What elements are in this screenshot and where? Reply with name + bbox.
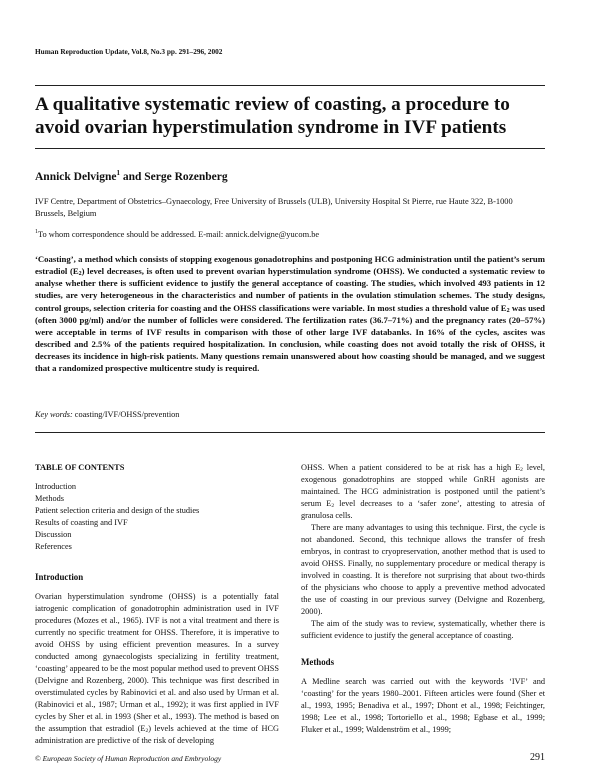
intro-paragraph: The aim of the study was to review, systematically, whether there is sufficient evidence to justify the general acceptance of coasting. [301,619,545,640]
article-title: A qualitative systematic review of coasting, a procedure to avoid ovarian hyperstimulation syndrome in IVF patients [35,94,510,138]
journal-citation: Human Reproduction Update, Vol.8, No.3 pp. 291–296, 2002 [35,47,223,56]
footnote-marker: 1 [35,229,38,235]
author-name: and Serge Rozenberg [119,170,228,183]
subscript: 2 [78,271,82,278]
section-heading-introduction: Introduction [35,572,84,582]
toc-item[interactable]: Discussion [35,530,72,539]
left-column [35,462,279,747]
keywords-label: Key words: [35,410,73,419]
paragraph-text: level, exogenous gonadotrophins are stopped while GnRH agonists are maintained. The HCG administration is postponed until the patient’s serum E [301,463,545,508]
intro-paragraph-continued [301,462,545,522]
page-number: 291 [530,752,545,763]
abstract-text: ‘Coasting’, a method which consists of stopping exogenous gonadotrophins and postponing HCG administration until the patient’s serum estradiol (E [35,254,545,277]
abstract-text: was used (often 3000 pg/ml) and/or the number of follicles were considered. The fertilization rates (36.7–71%) and the pregnancy rates (20–57%) were acceptable in terms of IVF results in comparison with those of other large IVF databanks. In 16% of the cycles, ascites was described and 2.5% of the patients required hospitalization. In conclusion, while coasting does not avoid totally the risk of OHSS, it decreases its incidence in high-risk patients. Many questions remain unanswered about how coasting should be managed, and we suggest that a randomized prospective multicentre study is required. [35,302,545,374]
toc-item[interactable]: Results of coasting and IVF [35,518,128,527]
correspondence-text: To whom correspondence should be addressed. E-mail: annick.delvigne@yucom.be [38,229,320,239]
toc-item[interactable]: References [35,542,72,551]
toc-item[interactable]: Patient selection criteria and design of the studies [35,506,200,515]
paragraph-text: Ovarian hyperstimulation syndrome (OHSS) is a potentially fatal iatrogenic complication of gonadotrophin administration used in IVF procedures (Mozes et al., 1965). IVF is not a vital treatment and there is currently no specific treatment for OHSS. Therefore, it is imperative to avoid OHSS by using efficient prevention measures. In a survey conducted among gynaecologists specializing in fertility treatment, ‘coasting’ appeared to be the most popular method used to prevent OHSS (Delvigne and Rozenberg, 2000). This technique was first described in overstimulated cycles by Rabinovici et al. and also used by Urman et al. (Rabinovici et al., 1987; Urman et al., 1992); it was first applied in IVF cycles by Sher et al. in 1993 (Sher et al., 1993). The method is based on the assumption that estradiol (E [35,592,279,733]
divider [35,85,545,86]
keywords-list: coasting/IVF/OHSS/prevention [72,410,180,419]
section-heading-methods: Methods [301,657,335,667]
subscript: 2 [506,307,510,314]
table-of-contents [35,481,279,553]
author-line [35,169,228,183]
divider [35,432,545,433]
intro-paragraph [35,591,279,747]
paper-page [35,0,545,776]
keywords [35,410,179,419]
affiliation: IVF Centre, Department of Obstetrics–Gynaecology, Free University of Brussels (ULB), University Hospital St Pierre, rue Haute 322, B-1000 Brussels, Belgium [35,197,513,218]
toc-item[interactable]: Methods [35,494,65,503]
abstract [35,253,545,375]
toc-item[interactable]: Introduction [35,482,77,491]
divider [35,148,545,149]
paragraph-text: ) levels achieved at the time of HCG administration are predictive of the risk of developing [35,724,279,745]
author-name: Annick Delvigne [35,170,117,183]
paragraph-text: level decreases to a ‘safer zone’, attesting to atresia of granulosa cells. [301,499,546,520]
toc-heading: TABLE OF CONTENTS [35,463,125,472]
right-column [301,462,545,736]
subscript: 2 [520,467,523,473]
copyright-notice: © European Society of Human Reproduction and Embryology [35,754,222,763]
methods-paragraph: A Medline search was carried out with the keywords ‘IVF’ and ‘coasting’ for the years 1980–2001. Fifteen articles were found (Sher et al., 1993, 1995; Benadiva et al., 1997; Dhont et al., 1998; Feichtinger, 1998; Lee et al., 1998; Tortoriello et al., 1998; Egbase et al., 1999; Fluker et al., 1999; Waldenström et al., 1999; [301,677,545,734]
author-footnote-marker: 1 [116,169,120,177]
abstract-text: ) level decreases, is often used to prevent ovarian hyperstimulation syndrome (OHSS). We conducted a systematic review to analyse whether there is sufficient evidence to justify the general acceptance of coasting. The studies, which involved 493 patients in 12 studies, are very heterogeneous in the characteristics and number of patients in the ovulation stimulation schemes. The study designs, control groups, selection criteria for coasting and the OHSS classifications were variable. In most studies a threshold value of E [35,266,545,313]
paragraph-text: OHSS. When a patient considered to be at risk has a high E [301,463,521,472]
correspondence-note [35,229,319,239]
subscript: 2 [331,503,335,509]
subscript: 2 [145,728,149,734]
intro-paragraph: There are many advantages to using this technique. First, the cycle is not abandoned. Second, this technique allows the transfer of fresh embryos, in contrast to cryopreservation, another method that is used to avoid OHSS. Finally, no supplementary procedure or medical therapy is involved in coasting. It is therefore not surprising that about two-thirds of the physicians who choose to apply a preventive method advocated the use of coasting in our previous survey (Delvigne and Rozenberg, 2000). [301,523,545,616]
